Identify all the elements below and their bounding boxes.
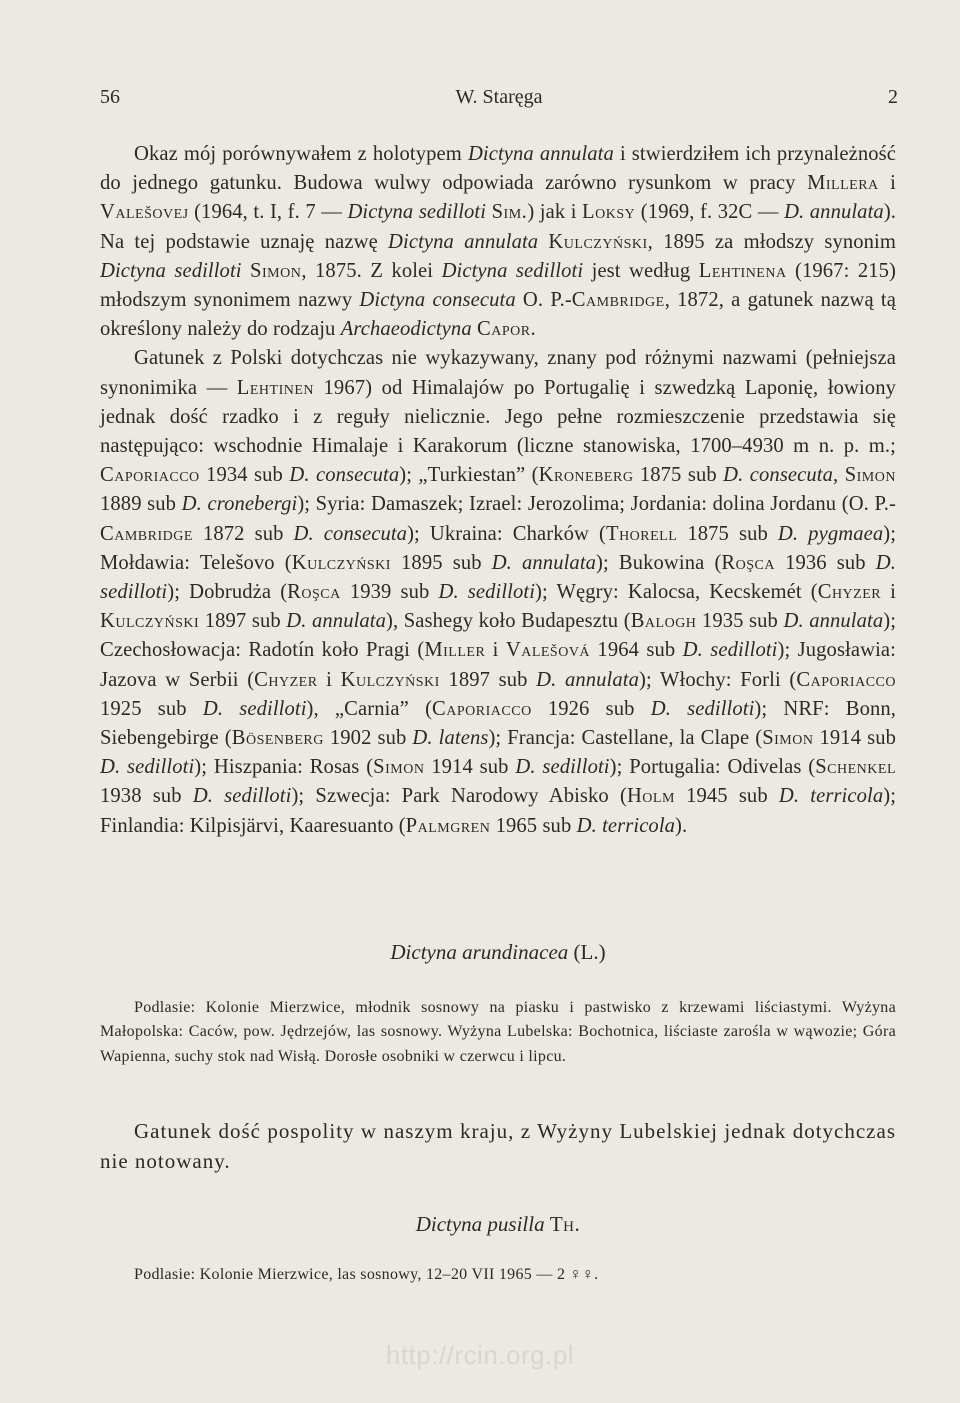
author-name: Roşca [287, 581, 341, 604]
text-run [538, 231, 548, 253]
taxon-name: Dictyna annulata [467, 143, 614, 165]
taxon-name: D. terricola [576, 814, 676, 837]
text-run: ). Na tej podstawie uznaję nazwę [100, 201, 897, 253]
taxon-name: D. terricola [778, 785, 884, 808]
author-name: Chyzer [254, 668, 318, 691]
author-name: Balogh [630, 610, 697, 633]
text-run: O. P.- [515, 289, 572, 312]
text-run: ) jak i [527, 201, 583, 224]
taxon-name: Dictyna pusilla [415, 1212, 545, 1236]
author-name: Chyzer [817, 581, 882, 604]
locality-text [100, 1263, 896, 1287]
taxon-name: Dictyna sedilloti [100, 259, 242, 282]
text-run: Gatunek z Polski dotychczas nie wykazywany, znany pod różnymi nazwami (pełniejsza synonimika — [100, 347, 896, 399]
author-name: Lehtinen [236, 376, 315, 399]
taxon-name: D. annulata [536, 668, 639, 691]
text-run: 1934 sub [199, 464, 290, 487]
text-run: 1875 sub [633, 464, 724, 487]
taxon-name: Dictyna sedilloti [347, 201, 487, 224]
text-run: i [881, 581, 897, 604]
taxon-name: D. sedilloti [515, 756, 610, 779]
text-run: (L.) [568, 940, 606, 964]
text-run: 1965 sub [490, 814, 577, 837]
taxon-name: D. annulata [783, 610, 884, 633]
text-run: Podlasie: Kolonie Mierzwice, las sosnowy, 12–20 VII 1965 — 2 ♀♀. [134, 1266, 599, 1283]
taxon-name: D. sedilloti [682, 639, 778, 662]
author-name: Simon [373, 756, 425, 779]
text-run: 1889 sub [100, 493, 182, 516]
text-run: ); Syria: Damaszek; Izrael: Jerozolima; Jordania: dolina Jordanu (O. P.- [297, 493, 896, 516]
text-run: ); Francja: Castellane, la Clape ( [488, 727, 763, 750]
text-run: (1969, f. 32C — [635, 201, 785, 224]
author-name: Caporiacco [796, 668, 896, 691]
author-name: Schenkel [815, 756, 896, 779]
paragraph-text [100, 140, 896, 344]
text-run: i stwierdziłem ich przynależność do jednego gatunku. Budowa wulwy odpowiada zarówno rysunkom w pracy [100, 143, 896, 195]
text-run: 1875 sub [677, 522, 778, 545]
text-run: ); Mołdawia: Telešovo ( [100, 522, 897, 574]
author-name: Kulczyński [548, 230, 648, 253]
author-name: Valešovej [100, 201, 189, 224]
author-name: Palmgren [405, 814, 491, 837]
author-name: Valešová [505, 639, 591, 662]
taxon-name: D. annulata [491, 551, 597, 574]
text-run: , 1895 za młodszy synonim [647, 230, 896, 253]
taxon-name: D. sedilloti [438, 581, 536, 604]
taxon-name: D. consecuta [293, 522, 408, 545]
author-name: Cambridge [571, 289, 665, 312]
text-run: 1935 sub [696, 610, 784, 633]
text-run: , 1875. Z kolei [301, 259, 442, 282]
taxon-name: D. annulata [286, 610, 387, 633]
author-name: Kroneberg [538, 464, 634, 487]
taxon-name: Dictyna arundinacea [390, 940, 569, 964]
text-run: 1936 sub [775, 551, 876, 574]
taxon-name: Archaeodictyna [340, 318, 472, 341]
author-name: Kulczyński [291, 551, 391, 574]
author-name: Th. [549, 1212, 581, 1236]
note-text [100, 1116, 896, 1176]
text-run: ); Hiszpania: Rosas ( [194, 756, 374, 779]
author-name: Capor. [476, 318, 537, 341]
taxon-name: D. consecuta [289, 464, 400, 487]
text-run: jest według [583, 259, 699, 282]
author-name: Simon [844, 464, 896, 487]
text-run: 1945 sub [674, 785, 779, 808]
text-run: 1902 sub [323, 727, 413, 750]
text-run: ), Sashegy koło Budapesztu ( [386, 610, 631, 633]
text-run: , 1872, a gatunek nazwą tą określony należy do rodzaju [100, 289, 896, 341]
text-run: 1914 sub [424, 756, 516, 779]
locality-text [100, 996, 896, 1069]
text-run: ); Węgry: Kalocsa, Kecskemét ( [535, 581, 818, 604]
author-name: Sim. [491, 201, 528, 224]
source-watermark: http://rcin.org.pl [385, 1340, 575, 1370]
text-run: ). [675, 814, 688, 837]
text-run: , [833, 464, 845, 487]
author-name: Roşca [721, 551, 776, 574]
text-run: ); Bukowina ( [596, 551, 722, 574]
author-name: Simon [762, 727, 814, 750]
author-name: Kulczyński [340, 668, 440, 691]
author-name: Thorell [605, 522, 678, 545]
text-run: Gatunek dość pospolity w naszym kraju, z Wyżyny Lubelskiej jednak dotychczas nie notowany. [100, 1119, 896, 1173]
text-run: ); Portugalia: Odivelas ( [609, 756, 816, 779]
text-run: i [317, 668, 341, 691]
paragraph-synonymy [100, 140, 896, 841]
text-run: 1964 sub [590, 639, 683, 662]
text-run: 1938 sub [100, 785, 193, 808]
text-run: Podlasie: Kolonie Mierzwice, młodnik sosnowy na piasku i pastwisko z krzewami liściastymi. Wyżyna Małopolska: Caców, pow. Jędrzejów, las sosnowy. Wyżyna Lubelska: Bochotnica, liściaste zarośla w wąwozie; Góra Wapienna, suchy stok nad Wisłą. Dorosłe osobniki w czerwcu i lipcu. [100, 999, 896, 1065]
taxon-name: D. annulata [784, 201, 884, 224]
text-run [242, 260, 250, 282]
taxon-name: D. consecuta [723, 464, 834, 487]
text-run: ); Czechosłowacja: Radotín koło Pragi ( [100, 610, 897, 662]
text-run: 1914 sub [813, 727, 897, 750]
text-run: ); Włochy: Forli ( [639, 668, 797, 691]
locality-block-pusilla [100, 1263, 896, 1287]
text-run: 1926 sub [531, 697, 651, 720]
text-run: 1967) od Himalajów po Portugalię i szwedzką Laponię, łowiony jednak dość rzadko i z reguły nielicznie. Jego pełne rozmieszczenie przedstawia się następująco: wschodnie Himalaje i Karakorum (liczne stanowiska, 1700–4930 m n. p. m.; [100, 376, 896, 458]
author-name: Kulczyński [100, 610, 200, 633]
taxon-name: D. sedilloti [650, 697, 755, 720]
locality-block-arundinacea [100, 996, 896, 1069]
running-header [100, 86, 898, 116]
text-run: ); NRF: Bonn, Siebengebirge ( [100, 697, 897, 750]
taxon-name: Dictyna sedilloti [441, 259, 584, 282]
species-heading-pusilla [100, 1212, 896, 1237]
issue-number: 2 [888, 86, 898, 108]
text-run: 1939 sub [340, 581, 439, 604]
text-run: ); Jugosławia: Jazova w Serbii ( [100, 639, 896, 691]
author-name: Simon [250, 259, 302, 282]
text-run: i [878, 172, 896, 195]
text-run: ); Ukraina: Charków ( [407, 522, 606, 545]
text-run: 1895 sub [390, 551, 492, 574]
taxon-name: D. pygmaea [777, 522, 884, 545]
text-run: ); „Turkiestan” ( [399, 464, 539, 487]
page-number: 56 [100, 86, 120, 108]
species-heading-arundinacea [100, 940, 896, 965]
text-run: Okaz mój porównywałem z holotypem [134, 143, 468, 165]
author-name: Holm [626, 785, 675, 808]
text-run: (1967: 215) młodszym synonimem nazwy [100, 259, 896, 312]
author-name: Miller [424, 639, 486, 662]
running-author: W. Staręga [455, 86, 543, 108]
text-run: ); Szwecja: Park Narodowy Abisko ( [291, 785, 627, 808]
taxon-name: D. sedilloti [100, 551, 896, 604]
paragraph-note [100, 1116, 896, 1176]
text-run: (1964, t. I, f. 7 — [188, 201, 348, 224]
text-run: 1925 sub [100, 697, 203, 720]
text-run: 1897 sub [439, 668, 537, 691]
text-run: 1897 sub [199, 610, 287, 633]
author-name: Millera [807, 172, 879, 195]
author-name: Lehtinena [698, 259, 787, 282]
author-name: Caporiacco [100, 464, 200, 487]
author-name: Loksy [582, 201, 636, 224]
taxon-name: D. sedilloti [192, 785, 292, 808]
text-run: 1872 sub [192, 522, 294, 545]
taxon-name: Dictyna consecuta [359, 289, 516, 312]
text-run: ); Finlandia: Kilpisjärvi, Kaaresuanto ( [100, 785, 897, 837]
author-name: Caporiacco [432, 697, 532, 720]
author-name: Bösenberg [231, 727, 324, 750]
taxon-name: D. sedilloti [202, 697, 307, 720]
taxon-name: D. latens [412, 727, 489, 750]
paragraph-distribution [100, 344, 896, 840]
taxon-name: D. sedilloti [100, 756, 195, 779]
text-run: ); Dobrudża ( [167, 581, 288, 604]
taxon-name: D. cronebergi [181, 493, 298, 516]
author-name: Cambridge [100, 522, 193, 545]
taxon-name: Dictyna annulata [388, 230, 539, 253]
text-run: ), „Carnia” ( [306, 697, 433, 720]
text-run: i [485, 639, 506, 662]
